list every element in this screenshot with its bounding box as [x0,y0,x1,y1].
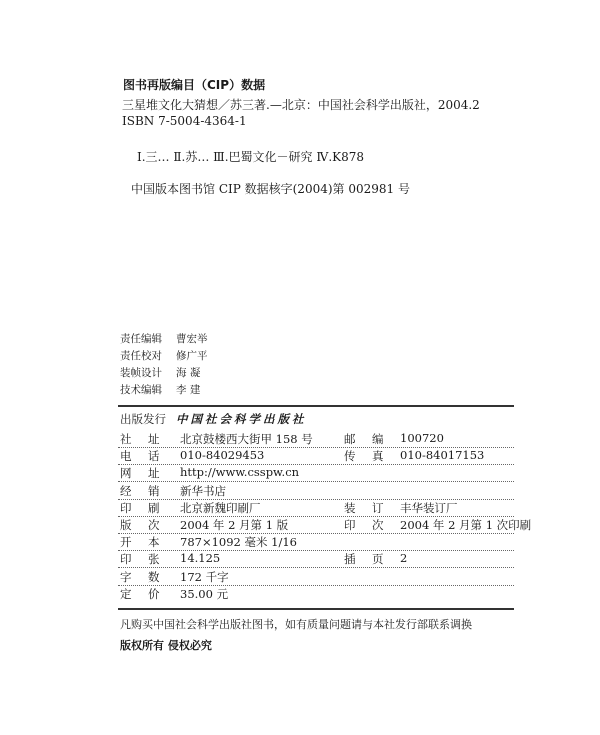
detail-label-char: 装 [344,500,356,515]
staff-name: 海 凝 [176,367,201,379]
row-divider [118,585,514,586]
detail-label-char: 次 [148,518,160,532]
detail-label-char: 印 [120,500,132,515]
cip-title: 图书再版编目（CIP）数据 [123,78,266,92]
detail-label-char: 址 [148,466,160,481]
detail-label-char: 字 [120,569,132,584]
staff-name: 曹宏举 [176,333,208,345]
classification: Ⅰ.三… Ⅱ.苏… Ⅲ.巴蜀文化－研究 Ⅳ.K878 [137,150,365,164]
top-rule [118,405,514,407]
detail-value: http://www.csspw.cn [180,465,300,480]
detail-label-char: 真 [372,449,384,464]
detail-label-char: 张 [148,552,160,567]
cip-record-number: 中国版本图书馆 CIP 数据核字(2004)第 002981 号 [131,182,410,196]
detail-label-char: 刷 [148,500,160,515]
detail-label-char: 印 [344,518,356,532]
detail-label-char: 社 [120,432,132,446]
row-divider [118,481,514,482]
detail-label-char: 邮 [344,432,356,446]
detail-value: 172 千字 [180,569,229,584]
detail-label-char: 电 [120,449,132,464]
cip-bibliographic-line: 三星堆文化大猜想／苏三著.—北京：中国社会科学出版社，2004.2 [122,98,480,112]
staff-role: 责任编辑 [120,333,162,345]
detail-label-char: 插 [344,552,356,567]
detail-label-char: 编 [372,432,384,446]
detail-label-char: 次 [372,518,384,532]
detail-value: 100720 [400,431,444,445]
detail-value: 丰华装订厂 [400,500,458,515]
staff-role: 技术编辑 [120,384,162,396]
detail-value: 35.00 元 [180,586,229,601]
bottom-rule [118,608,514,610]
detail-value: 2 [400,551,408,566]
detail-label-char: 传 [344,449,356,464]
detail-value: 2004 年 2 月第 1 次印刷 [400,518,532,532]
detail-label-char: 版 [120,518,132,532]
detail-value: 14.125 [180,551,221,566]
detail-value: 新华书店 [180,483,226,498]
detail-value: 2004 年 2 月第 1 版 [180,518,289,532]
detail-label-char: 页 [372,552,384,567]
detail-label-char: 订 [372,500,384,515]
detail-value: 787×1092 毫米 1/16 [180,535,297,550]
detail-value: 北京新魏印刷厂 [180,500,261,515]
isbn: ISBN 7-5004-4364-1 [122,114,247,128]
copyright-notice: 版权所有 侵权必究 [120,639,212,652]
publisher-label: 出版发行 [120,412,166,426]
detail-label-char: 址 [148,432,160,446]
row-divider [118,567,514,568]
staff-role: 装帧设计 [120,367,162,379]
detail-label-char: 印 [120,552,132,567]
row-divider [118,464,514,465]
detail-value: 010-84029453 [180,448,265,463]
detail-value: 北京鼓楼西大街甲 158 号 [180,432,313,446]
staff-name: 李 建 [176,384,201,396]
detail-label-char: 开 [120,535,132,550]
detail-value: 010-84017153 [400,448,485,463]
detail-label-char: 价 [148,586,160,601]
detail-label-char: 本 [148,535,160,550]
staff-row [120,365,200,380]
staff-name: 修广平 [176,350,208,362]
staff-row [120,382,200,397]
detail-label-char: 网 [120,466,132,481]
detail-label-char: 定 [120,586,132,601]
detail-label-char: 话 [148,449,160,464]
staff-row [120,331,208,346]
detail-label-char: 经 [120,483,132,498]
row-divider [118,550,514,551]
detail-label-char: 数 [148,569,160,584]
staff-role: 责任校对 [120,350,162,362]
return-notice: 凡购买中国社会科学出版社图书，如有质量问题请与本社发行部联系调换 [120,618,472,631]
row-divider [118,533,514,534]
detail-label-char: 销 [148,483,160,498]
staff-row [120,348,208,363]
publisher-name: 中国社会科学出版社 [176,412,307,426]
